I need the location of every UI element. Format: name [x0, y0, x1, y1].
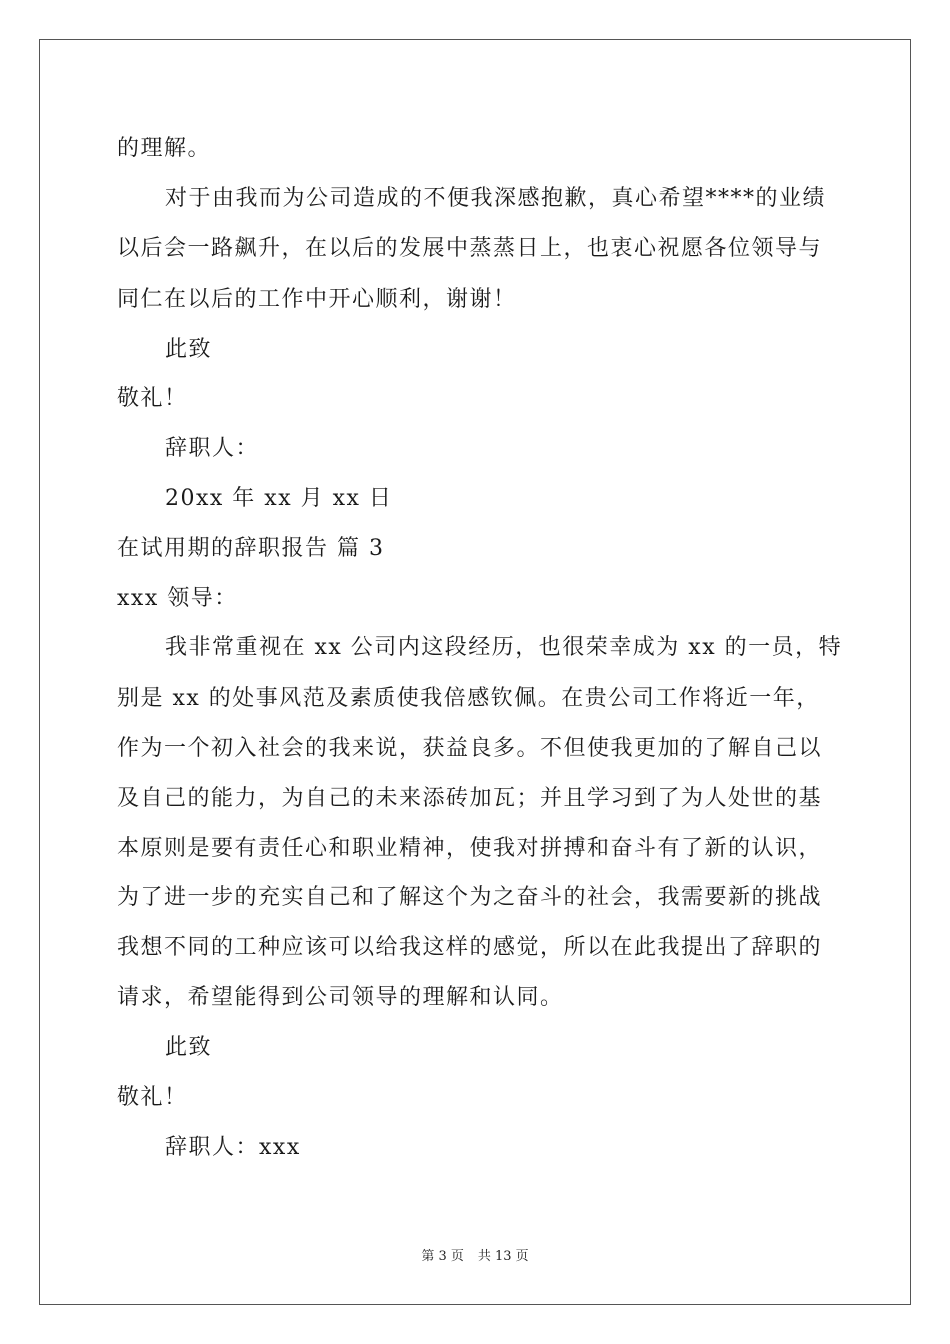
- signature-label: 辞职人：: [165, 436, 260, 461]
- text-line: 别是 xx 的处事风范及素质使我倍感钦佩。在贵公司工作将近一年，: [117, 686, 820, 711]
- addressee: xxx 领导：: [117, 586, 238, 611]
- signature-label: 辞职人：xxx: [165, 1135, 301, 1160]
- text-line: 以后会一路飙升，在以后的发展中蒸蒸日上，也衷心祝愿各位领导与: [117, 236, 823, 261]
- text-line: 及自己的能力，为自己的未来添砖加瓦；并且学习到了为人处世的基: [117, 786, 823, 811]
- text-line: 对于由我而为公司造成的不便我深感抱歉，真心希望****的业绩: [165, 186, 827, 211]
- text-line: 为了进一步的充实自己和了解这个为之奋斗的社会，我需要新的挑战: [117, 885, 823, 910]
- text-line: 我非常重视在 xx 公司内这段经历，也很荣幸成为 xx 的一员，特: [165, 635, 843, 660]
- closing-regards: 敬礼！: [117, 386, 188, 411]
- closing-regards: 敬礼！: [117, 1085, 188, 1110]
- date-line: 20xx 年 xx 月 xx 日: [165, 486, 393, 511]
- closing-salutation: 此致: [165, 337, 213, 362]
- page-border: [39, 39, 911, 1305]
- text-line: 同仁在以后的工作中开心顺利，谢谢！: [117, 287, 517, 312]
- text-line: 本原则是要有责任心和职业精神，使我对拼搏和奋斗有了新的认识，: [117, 836, 823, 861]
- section-heading: 在试用期的辞职报告 篇 3: [117, 536, 385, 561]
- page-number: 第 3 页: [421, 1249, 464, 1264]
- text-line: 我想不同的工种应该可以给我这样的感觉，所以在此我提出了辞职的: [117, 935, 823, 960]
- closing-salutation: 此致: [165, 1035, 213, 1060]
- page-footer: [0, 1248, 950, 1266]
- text-line: 作为一个初入社会的我来说，获益良多。不但使我更加的了解自己以: [117, 736, 823, 761]
- text-line: 请求，希望能得到公司领导的理解和认同。: [117, 985, 564, 1010]
- text-line: 的理解。: [117, 136, 212, 161]
- total-pages: 共 13 页: [477, 1249, 529, 1264]
